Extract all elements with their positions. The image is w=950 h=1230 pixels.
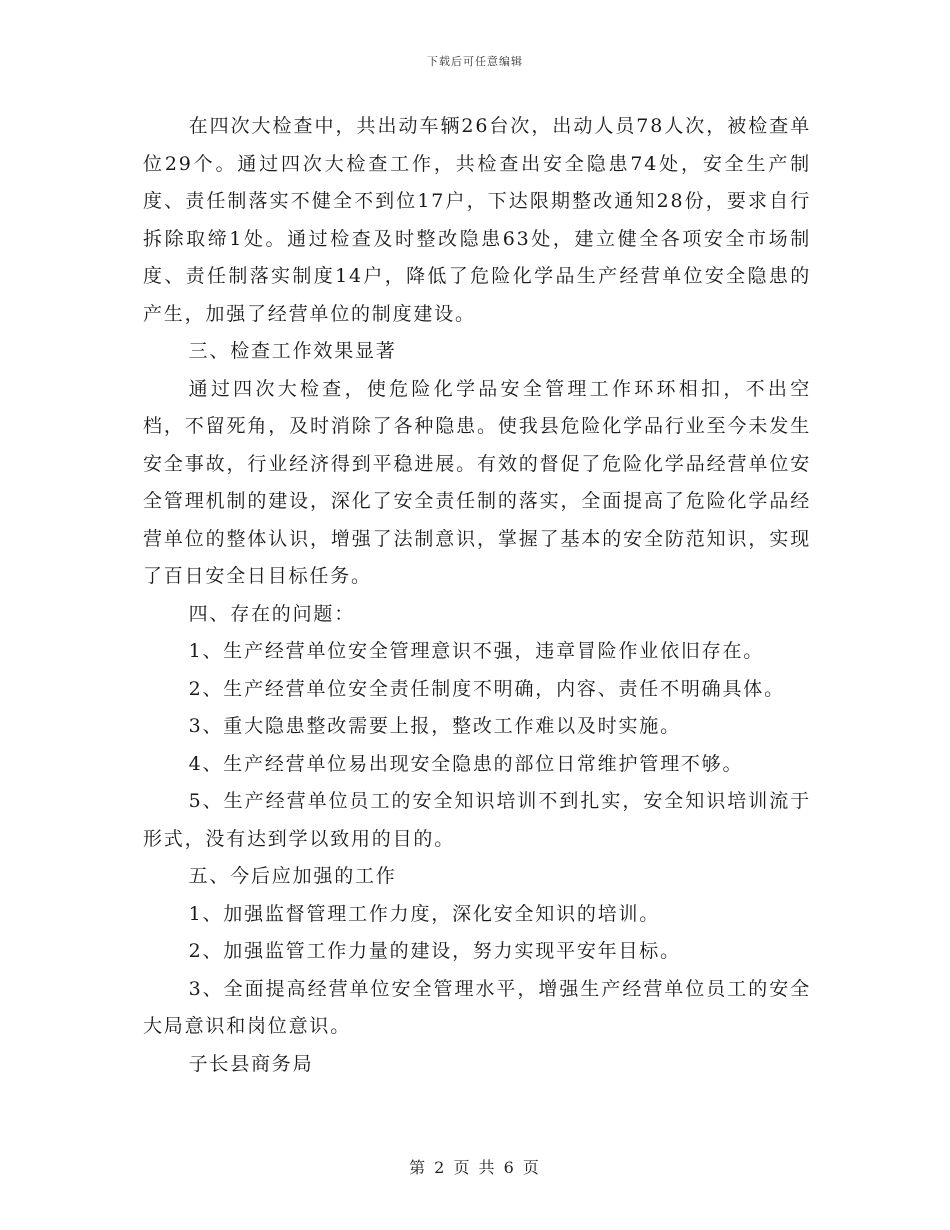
paragraph-results: 通过四次大检查，使危险化学品安全管理工作环环相扣，不出空档，不留死角，及时消除了各种隐患。使我县危险化学品行业至今未发生安全事故，行业经济得到平稳进展。有效的督促了危险化学品经营单位安全管理机制的建设，深化了安全责任制的落实，全面提高了危险化学品经营单位的整体认识，增强了法制意识，掌握了基本的安全防范知识，实现了百日安全日目标任务。	[143, 377, 811, 587]
problem-item-4: 4、生产经营单位易出现安全隐患的部位日常维护管理不够。	[188, 752, 744, 775]
document-body	[143, 108, 811, 1083]
problem-item-5: 5、生产经营单位员工的安全知识培训不到扎实，安全知识培训流于形式，没有达到学以致用的目的。	[143, 790, 811, 850]
problem-item-2: 2、生产经营单位安全责任制度不明确，内容、责任不明确具体。	[188, 677, 785, 700]
page-header: 下载后可任意编辑	[427, 55, 523, 68]
future-work-item-3: 3、全面提高经营单位安全管理水平，增强生产经营单位员工的安全大局意识和岗位意识。	[143, 977, 811, 1037]
page-number-footer: 第 2 页 共 6 页	[409, 1158, 541, 1177]
problem-item-1: 1、生产经营单位安全管理意识不强，违章冒险作业依旧存在。	[188, 640, 765, 662]
signature-organization: 子长县商务局	[188, 1052, 314, 1075]
section-heading-future-work: 五、今后应加强的工作	[188, 865, 397, 887]
paragraph-inspection-summary: 在四次大检查中，共出动车辆26台次，出动人员78人次，被检查单位29个。通过四次大检查工作，共检查出安全隐患74处，安全生产制度、责任制落实不健全不到位17户，下达限期整改通知28份，要求自行拆除取缔1处。通过检查及时整改隐患63处，建立健全各项安全市场制度、责任制落实制度14户，降低了危险化学品生产经营单位安全隐患的产生，加强了经营单位的制度建设。	[143, 115, 811, 325]
section-heading-problems: 四、存在的问题：	[188, 602, 355, 625]
section-heading-results: 三、检查工作效果显著	[188, 340, 397, 362]
future-work-item-1: 1、加强监督管理工作力度，深化安全知识的培训。	[188, 902, 661, 925]
future-work-item-2: 2、加强监管工作力量的建设，努力实现平安年目标。	[188, 940, 681, 962]
problem-item-3: 3、重大隐患整改需要上报，整改工作难以及时实施。	[188, 715, 681, 737]
